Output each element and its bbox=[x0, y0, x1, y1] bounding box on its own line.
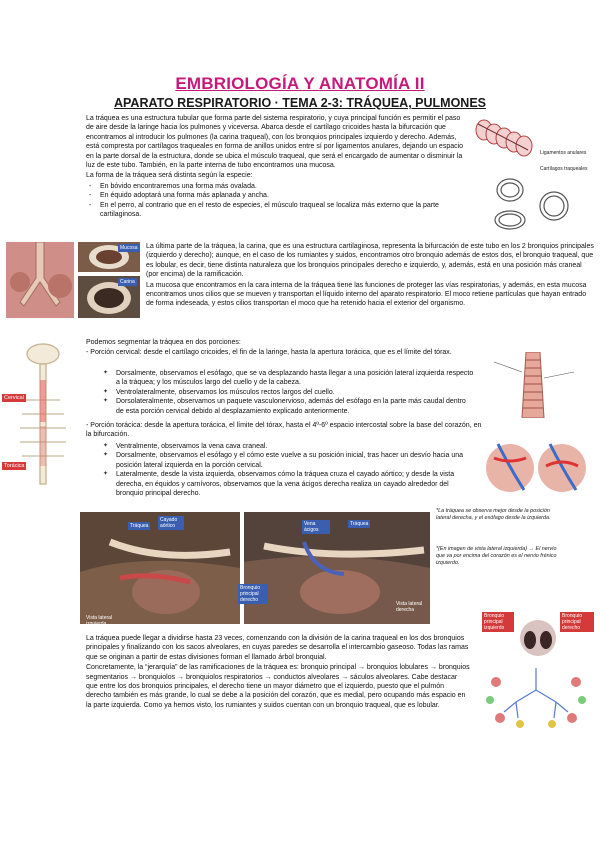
neck-anatomy-illustration bbox=[484, 352, 584, 418]
photo-left-label-trachea: Tráquea bbox=[130, 523, 149, 529]
intro-text bbox=[86, 114, 466, 219]
species-intro: La forma de la tráquea será distinta según la especie: bbox=[86, 172, 253, 180]
photo-right-label-trachea: Tráquea bbox=[350, 521, 369, 527]
thoracic-portion-title: - Porción torácica: desde la apertura torácica, el límite del tórax, hasta el 4º-6º espacio intercostal sobre la base del corazón, en la bifurcación. bbox=[86, 422, 482, 439]
thoracic-items bbox=[102, 442, 474, 498]
species-cross-sections bbox=[488, 176, 578, 236]
label-left-bronchus: Bronquio principal izquierdo bbox=[482, 612, 514, 632]
photo-right-label-azygos: Vena ácigos bbox=[302, 520, 330, 534]
label-thoracic: Torácica bbox=[4, 463, 25, 469]
cervical-items bbox=[102, 369, 474, 416]
cervical-portion-title: - Porción cervical: desde el cartílago cricoides, el fin de la laringe, hasta la apertura torácica, que es el límite del tórax. bbox=[86, 349, 452, 356]
photo-left-label-aortic-arch: Cayado aórtico bbox=[158, 516, 184, 530]
thoracic-anatomy-illustrations bbox=[484, 438, 588, 496]
side-note-2: *(En imagen de vista lateral izquierda) → El nervio que va por encima del corazón es el nervio frénico izquierdo. bbox=[436, 546, 557, 566]
label-right-bronchus: Bronquio principal derecho bbox=[560, 612, 594, 632]
page-title: EMBRIOLOGÍA Y ANATOMÍA II bbox=[175, 74, 425, 93]
cervical-item: ✦ Dorsalmente, observamos el esófago, que se va desplazando hasta llegar a una posición lateral izquierda respecto a la tráquea; y los músculos largo del cuello y de la cabeza. bbox=[102, 369, 474, 388]
bronchial-tree-diagram bbox=[482, 662, 590, 730]
portions-intro: Podemos segmentar la tráquea en dos porciones: bbox=[86, 339, 241, 346]
image-label-mucosa: Mucosa bbox=[120, 245, 138, 251]
carina-text bbox=[146, 242, 594, 310]
cervical-item: ✦ Ventrolateralmente, observamos los músculos rectos largos del cuello. bbox=[102, 388, 474, 397]
image-label-carina: Carina bbox=[120, 279, 135, 285]
thoracic-item: ✦ Ventralmente, observamos la vena cava craneal. bbox=[102, 442, 474, 451]
carina-paragraph: La última parte de la tráquea, la carina, que es una estructura cartilaginosa, representa la bifurcación de este tubo en los 2 bronquios principales (izquierdo y derecho); aunque, en el caso de los rumiantes y suidos, encontramos otro bronquio además de estos dos, el bronquio traqueal, que es lobular, es decir, tiene distinta naturaleza que los bronquios principales derecho e izquierdo, y, además, está en una posición más craneal (por encima) de la ramificación. bbox=[146, 243, 594, 279]
cervical-item: ✦ Dorsolateralmente, observamos un paquete vasculonervioso, además del esófago en la parte más caudal dentro de esta porción cervical debido al desplazamiento explicado anteriormente. bbox=[102, 397, 474, 416]
lung-trachea-photo bbox=[6, 242, 74, 318]
page-subtitle: APARATO RESPIRATORIO · TEMA 2-3: TRÁQUEA, PULMONES bbox=[113, 96, 486, 110]
side-note-1: *La tráquea se observa mejor desde la posición lateral derecha, y el esófago desde la izquierda. bbox=[436, 508, 551, 521]
hierarchy-paragraph: Concretamente, la “jerarquía” de las ramificaciones de la tráquea es: bronquio principal → bronquios lobulares → bronquios segmentarios → bronquiolos → bronquiolos respiratorios → conductos alveolares → sáculos alveolares. Cabe destacar que entre los dos bronquios principales, el derecho tiene un mayor diámetro que el izquierdo, puesto que el pulmón derecho también es más grande, lo cual se debe a la posición del corazón, que es medial, pero ocupando más espacio en la parte izquierda. Como ya hemos visto, los rumiantes y suidos cuentan con un bronquio traqueal, que es lobular. bbox=[86, 664, 470, 709]
skeleton-illustration bbox=[6, 340, 80, 500]
label-cervical: Cervical bbox=[4, 395, 24, 401]
thoracic-item: ✦ Dorsalmente, observamos el esófago y el cómo este vuelve a su posición inicial, tras hacer un desvío hacia una posición lateral izquierda en la porción cervical. bbox=[102, 451, 474, 470]
thoracic-item: ✦ Lateralmente, desde la vista izquierda, observamos cómo la tráquea cruza el cayado aórtico; y desde la vista derecha, en équidos y carnívoros, observamos que la vena ácigos derecha realiza un cayado alrededor del bronquio principal derecho. bbox=[102, 470, 474, 498]
photo-right-label-right-bronchus: Bronquio principal derecho bbox=[238, 584, 268, 604]
species-item: - En el perro, al contrario que en el resto de especies, el músculo traqueal se localiza más externo que la parte cartilaginosa. bbox=[86, 201, 466, 220]
intro-paragraph: La tráquea es una estructura tubular que forma parte del sistema respiratorio, y cuya principal función es permitir el paso de aire desde la laringe hacia los pulmones y viceversa. Abarca desde el cartílago cricoides hasta la bifurcación que encontramos al introducir los pulmones (la carina traqueal), con los bronquios principales izquierdo y derecho. Además, está compresta por cartílagos traqueales en forma de anillos unidos entre sí por ligamentos anulares, dejando un espacio en la parte dorsal de la estructura, donde se ubica el músculo traqueal, que será el encargado de aumentar o disminuir la luz de este tubo. También, en la parte interna de tubo encontramos una mucosa. bbox=[86, 115, 464, 170]
photo-left-view-label: Vista lateral izquierda bbox=[86, 615, 113, 627]
species-item: - En bóvido encontraremos una forma más ovalada. bbox=[86, 182, 466, 191]
branching-paragraph: La tráquea puede llegar a dividirse hasta 23 veces, comenzando con la división de la carina traqueal en los dos bronquios principales y finalizando con los sacos alveolares, en cuyas paredes se desarrolla el intercambio gaseoso. Todas las ramas que se originan a partir de estas divisiones forman el llamado árbol bronquial. bbox=[86, 635, 469, 661]
species-item: - En équido adoptará una forma más aplanada y ancha. bbox=[86, 191, 466, 200]
image-label-ligaments: Ligamentos anulares bbox=[540, 150, 587, 156]
image-label-cartilages: Cartílagos traqueales bbox=[540, 166, 588, 172]
photo-right-view-label: Vista lateral derecha bbox=[396, 601, 423, 613]
trachea-schematic-image bbox=[470, 116, 540, 176]
final-text bbox=[86, 634, 470, 711]
mucosa-paragraph: La mucosa que encontramos en la cara interna de la tráquea tiene las funciones de proteger las vías respiratorias, y además, en esta mucosa encontramos unos cilios que se mueven y transportan el líquido interno del aparato respiratorio. El moco retiene partículas que hayan entrado de forma indeseada, y estos cilios transportan el moco que ha retenido hacia el exterior del organismo. bbox=[146, 281, 587, 308]
